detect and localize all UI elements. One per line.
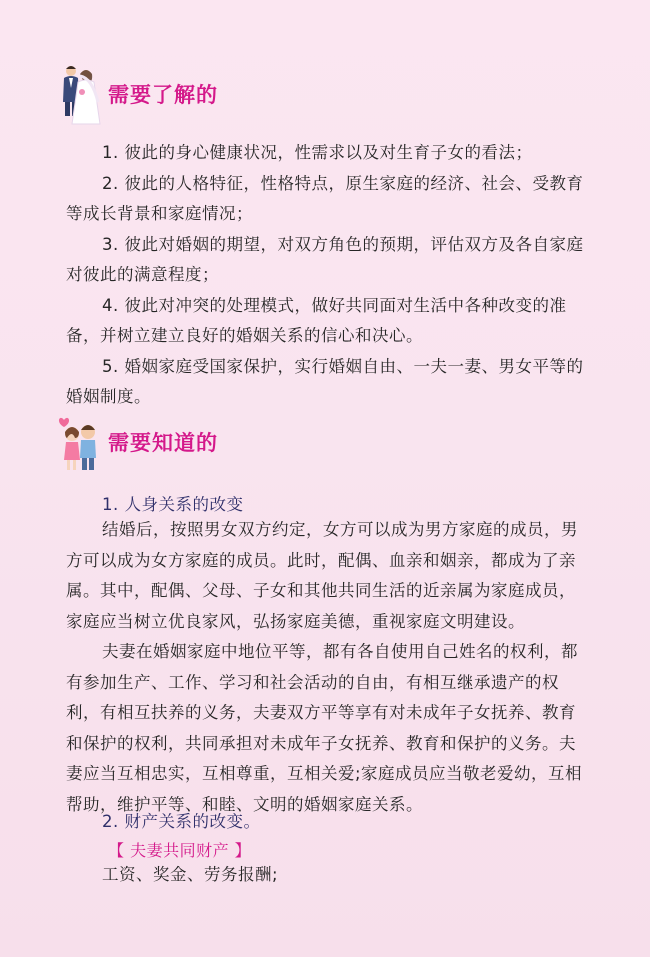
subsection-title: 2. 财产关系的改变。 xyxy=(102,812,261,831)
paragraph: 工资、奖金、劳务报酬; xyxy=(102,865,279,884)
paragraph: 夫妻在婚姻家庭中地位平等，都有各自使用自己姓名的权利，都有参加生产、工作、学习和社会活动的自由，有相互继承遗产的权利，有相互扶养的义务，夫妻双方平等享有对未成年子女抚养、教育和保护的权利，共同承担对未成年子女抚养、教育和保护的义务。夫妻应当互相忠实，互相尊重，互相关爱;家庭成员应当敬老爱幼，互相帮助，维护平等、和睦、文明的婚姻家庭关系。 xyxy=(66,642,583,814)
list-item: 2. 彼此的人格特征，性格特点，原生家庭的经济、社会、受教育等成长背景和家庭情况； xyxy=(66,173,584,223)
list-item: 1. 彼此的身心健康状况，性需求以及对生育子女的看法； xyxy=(102,143,533,162)
bracket-label: 【 夫妻共同财产 】 xyxy=(108,841,252,860)
wedding-couple-icon xyxy=(58,62,102,126)
list-item: 5. 婚姻家庭受国家保护，实行婚姻自由、一夫一妻、男女平等的婚姻制度。 xyxy=(66,356,584,406)
section-header-need-to-know xyxy=(58,410,218,474)
subsection-title: 1. 人身关系的改变 xyxy=(102,495,244,514)
list-item: 4. 彼此对冲突的处理模式，做好共同面对生活中各种改变的准备，并树立建立良好的婚姻关系的信心和决心。 xyxy=(66,295,567,345)
list-item: 3. 彼此对婚姻的期望，对双方角色的预期，评估双方及各自家庭对彼此的满意程度； xyxy=(66,234,584,284)
paragraph: 结婚后，按照男女双方约定，女方可以成为男方家庭的成员，男方可以成为女方家庭的成员。此时，配偶、血亲和姻亲，都成为了亲属。其中，配偶、父母、子女和其他共同生活的近亲属为家庭成员，家庭应当树立优良家风，弘扬家庭美德，重视家庭文明建设。 xyxy=(66,520,578,631)
section-title: 需要知道的 xyxy=(108,431,218,455)
section-header-need-to-understand xyxy=(58,62,218,126)
section-title: 需要了解的 xyxy=(108,83,218,107)
kissing-couple-icon xyxy=(58,410,102,474)
